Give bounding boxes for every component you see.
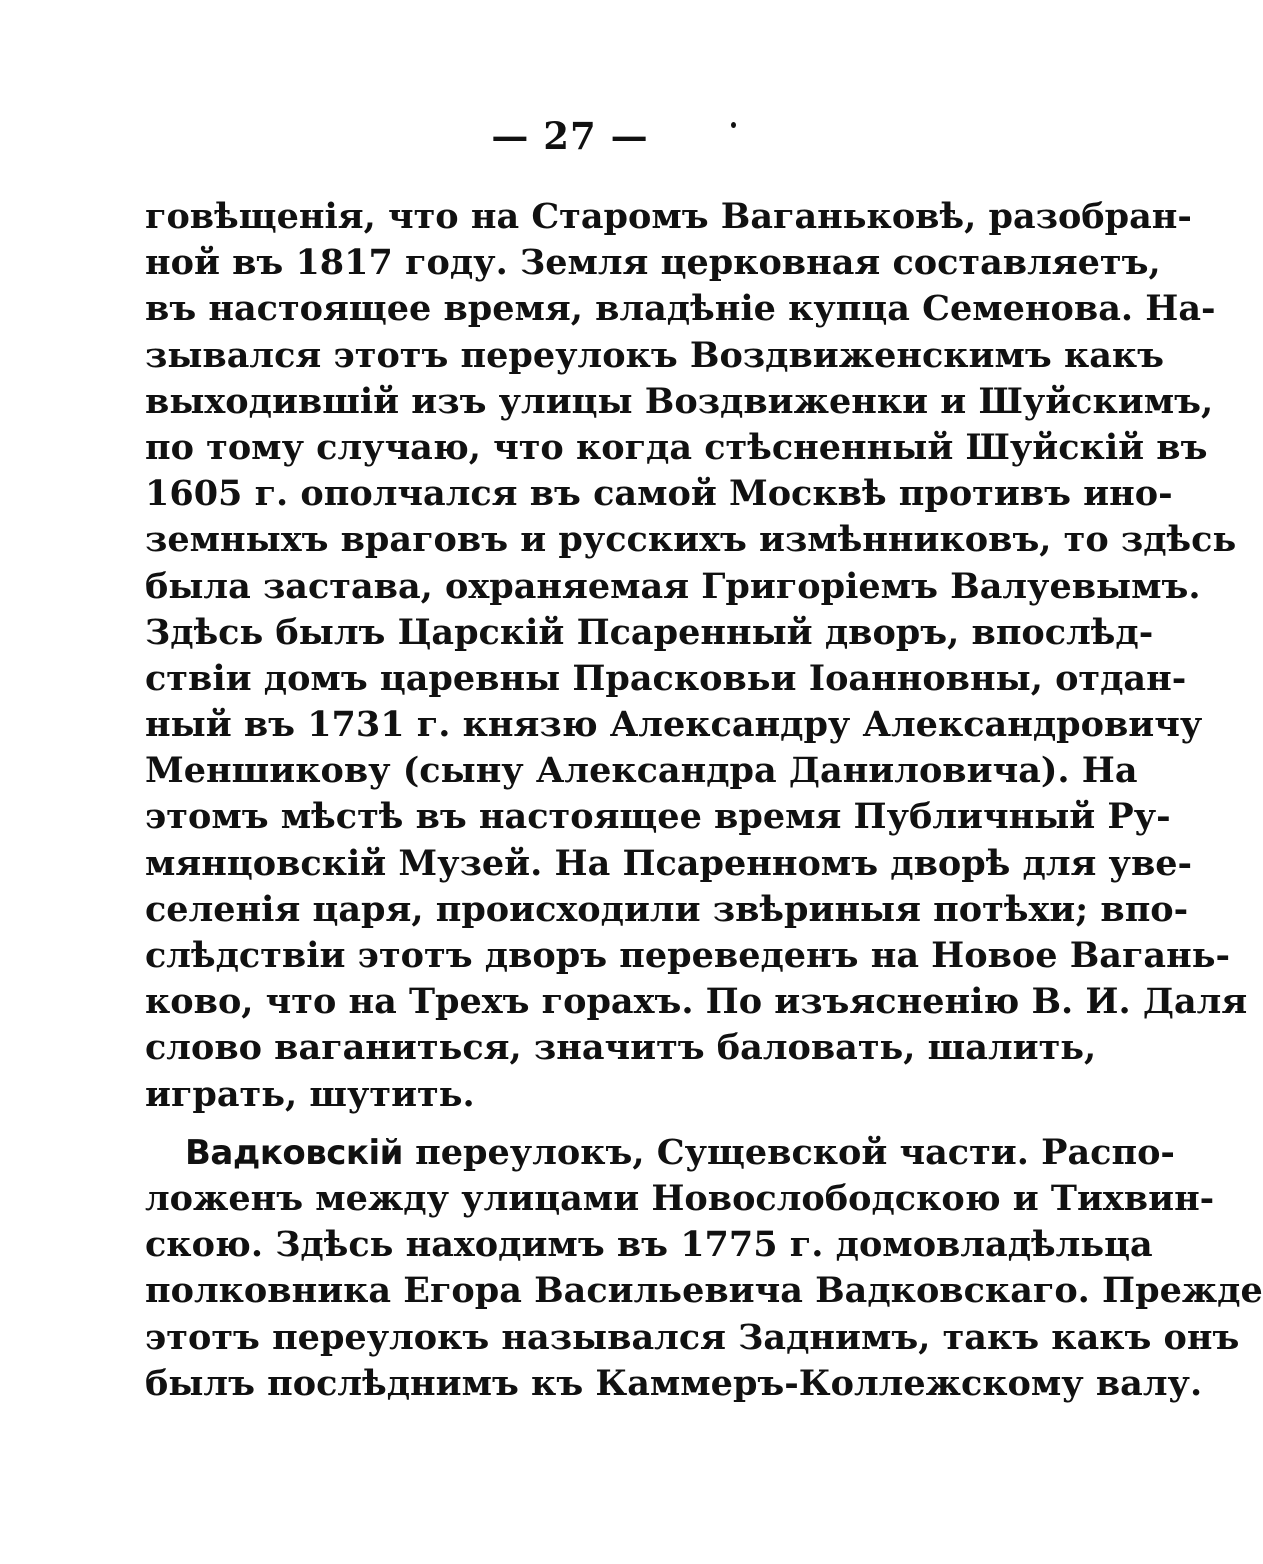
page-number: — 27 — [491,114,649,158]
body-text [145,194,1263,1407]
text-line: Меншикову (сыну Александра Даниловича). На [145,750,1138,792]
text-line: ложенъ между улицами Новослободскою и Тихвин- [145,1177,1215,1219]
text-line: ной въ 1817 году. Земля церковная составляетъ, [145,242,1161,284]
text-line: Здѣсь былъ Царскій Псаренный дворъ, впослѣд- [145,611,1154,653]
text-line: селенія царя, происходили звѣриныя потѣхи; впо- [145,888,1189,930]
text-line: ково, что на Трехъ горахъ. По изъясненію В. И. Даля [145,981,1248,1023]
text-line-first [145,1130,1175,1176]
text-line: этомъ мѣстѣ въ настоящее время Публичный Ру- [145,796,1171,838]
text-line: ствіи домъ царевны Прасковьи Іоанновны, отдан- [145,657,1187,699]
text-line: въ настоящее время, владѣніе купца Семенова. На- [145,288,1216,330]
paragraph-2 [145,1130,1263,1407]
text-line: 1605 г. ополчался въ самой Москвѣ противъ ино- [145,473,1173,515]
text-line: полковника Егора Васильевича Вадковскаго. Прежде [145,1270,1263,1312]
text-line: былъ послѣднимъ къ Каммеръ-Коллежскому валу. [145,1362,1203,1404]
text-line: говѣщенія, что на Старомъ Ваганьковѣ, разобран- [145,196,1192,237]
paragraph-1 [145,194,1248,1118]
text-line: ный въ 1731 г. князю Александру Александровичу [145,704,1203,746]
first-line-rest: переулокъ, Сущевской части. Распо- [415,1131,1175,1173]
text-line: играть, шутить. [145,1073,475,1115]
text-line: земныхъ враговъ и русскихъ измѣнниковъ, то здѣсь [145,519,1237,561]
ink-speck [731,122,736,128]
text-line: выходившій изъ улицы Воздвиженки и Шуйскимъ, [145,380,1214,422]
text-line: этотъ переулокъ назывался Заднимъ, такъ какъ онъ [145,1316,1240,1358]
text-line: была застава, охраняемая Григоріемъ Валуевымъ. [145,565,1201,607]
text-line: мянцовскій Музей. На Псаренномъ дворѣ для уве- [145,842,1193,884]
entry-headword: Вадковскій [185,1132,403,1173]
text-line: скою. Здѣсь находимъ въ 1775 г. домовладѣльца [145,1224,1153,1266]
text-line: слово ваганиться, значитъ баловать, шалить, [145,1027,1097,1069]
paragraph-gap [145,1118,1009,1130]
text-line: по тому случаю, что когда стѣсненный Шуйскій въ [145,426,1208,468]
text-line: слѣдствіи этотъ дворъ переведенъ на Новое Вагань- [145,935,1230,976]
text-line: зывался этотъ переулокъ Воздвиженскимъ какъ [145,334,1165,376]
